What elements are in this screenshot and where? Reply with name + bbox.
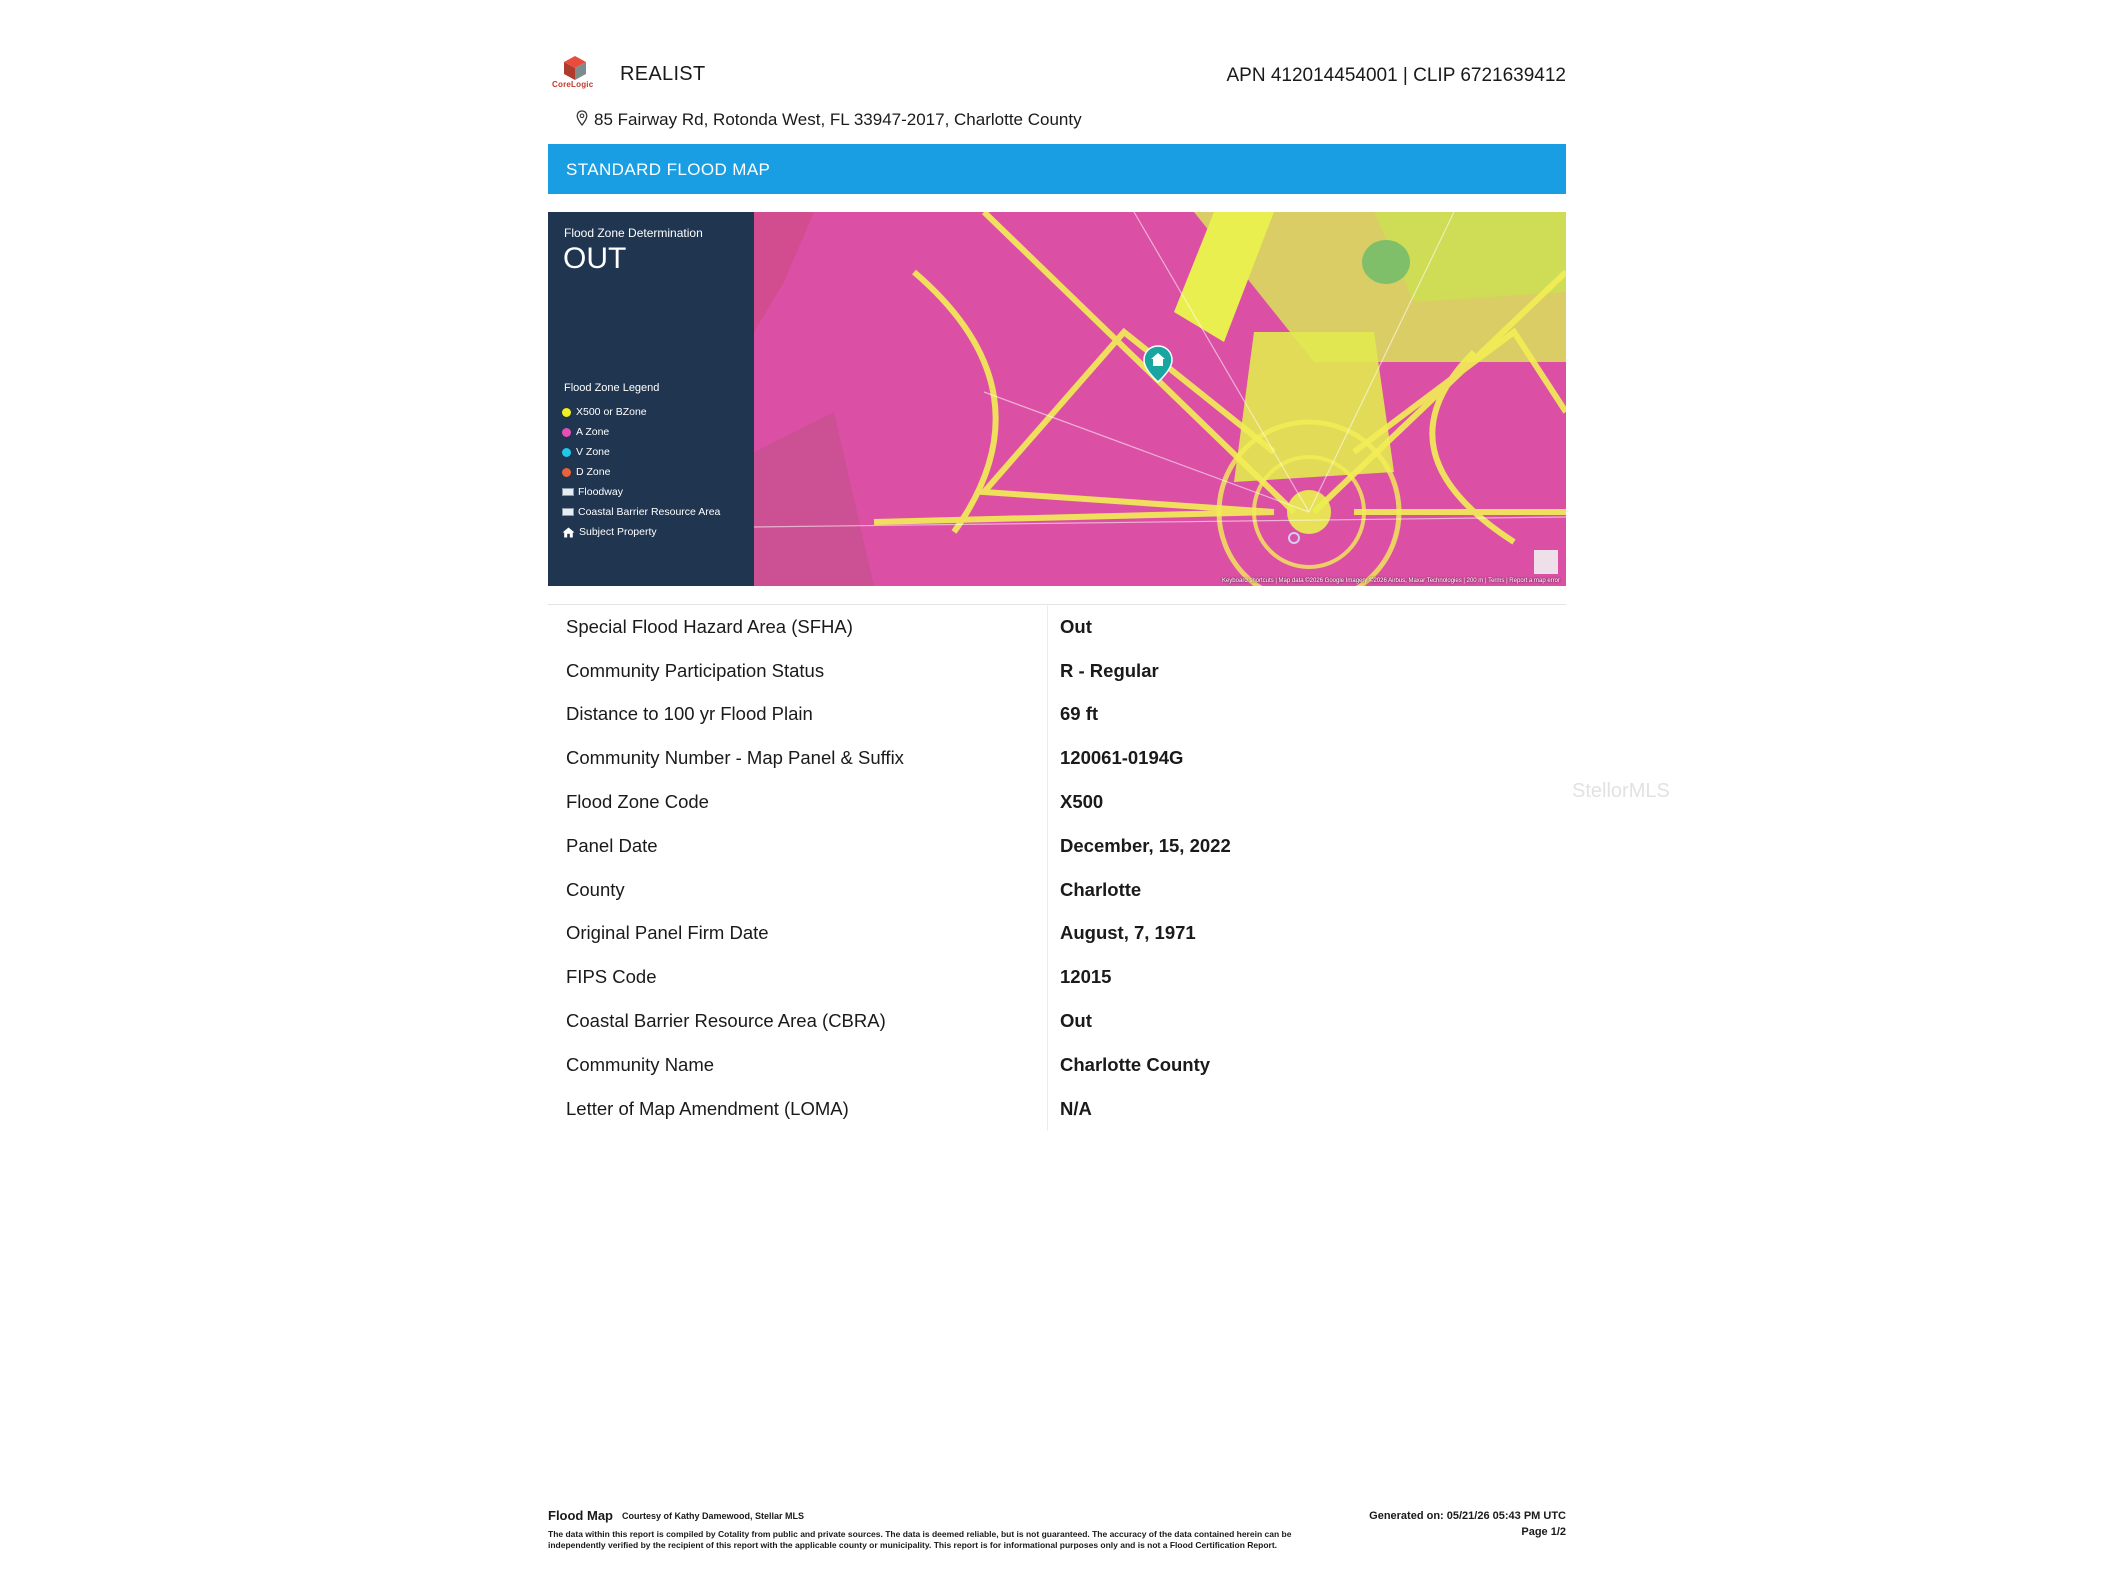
table-row <box>548 824 1566 868</box>
legend-label: V Zone <box>576 446 610 458</box>
footer-disclaimer: The data within this report is compiled by Cotality from public and private sources. The data is deemed reliable, but is not guaranteed. The accuracy of the data contained herein can be independently verified by the recipient of this report with the applicable county or municipality. This report is for informational purposes only and is not a Flood Certification Report. <box>548 1529 1292 1550</box>
orange-dot-icon <box>562 468 571 477</box>
row-label: Community Number - Map Panel & Suffix <box>548 736 1048 780</box>
flood-details-table <box>548 604 1566 1131</box>
apn-clip: APN 412014454001 | CLIP 6721639412 <box>1226 65 1566 86</box>
row-label: Community Participation Status <box>548 649 1048 693</box>
flood-zone-map-image[interactable] <box>754 212 1566 586</box>
map-side-panel <box>548 212 754 586</box>
row-label: Panel Date <box>548 824 1048 868</box>
yellow-dot-icon <box>562 408 571 417</box>
row-value: Charlotte <box>1060 878 1142 900</box>
report-header <box>548 52 1566 96</box>
flood-zone-legend <box>562 402 720 542</box>
row-value: August, 7, 1971 <box>1060 922 1196 944</box>
row-label: Special Flood Hazard Area (SFHA) <box>548 605 1048 649</box>
row-value: X500 <box>1060 791 1104 813</box>
cyan-dot-icon <box>562 448 571 457</box>
row-label: Original Panel Firm Date <box>548 912 1048 956</box>
table-row <box>548 693 1566 737</box>
table-row <box>548 780 1566 824</box>
legend-label: X500 or BZone <box>576 406 647 418</box>
location-pin-icon <box>576 110 588 126</box>
legend-title: Flood Zone Legend <box>564 382 660 394</box>
flood-zone-determination-label: Flood Zone Determination <box>564 226 703 240</box>
table-row <box>548 605 1566 649</box>
section-title: STANDARD FLOOD MAP <box>566 160 771 179</box>
row-value: 12015 <box>1060 966 1112 988</box>
legend-item <box>562 482 720 502</box>
row-value: 69 ft <box>1060 703 1099 725</box>
property-address: 85 Fairway Rd, Rotonda West, FL 33947-2017, Charlotte County <box>594 110 1082 129</box>
table-row <box>548 736 1566 780</box>
row-label: County <box>548 868 1048 912</box>
generated-timestamp: Generated on: 05/21/26 05:43 PM UTC <box>1369 1510 1566 1522</box>
legend-label: Coastal Barrier Resource Area <box>578 506 721 518</box>
row-label: Distance to 100 yr Flood Plain <box>548 693 1048 737</box>
table-row <box>548 1087 1566 1131</box>
legend-label: Subject Property <box>579 526 657 538</box>
flood-zone-determination-value: OUT <box>563 242 627 275</box>
legend-label: A Zone <box>576 426 610 438</box>
map-attribution: Keyboard shortcuts | Map data ©2026 Google Imagery ©2026 Airbus, Maxar Technologies | 200 m | Terms | Report a map error <box>1221 578 1560 584</box>
flood-map <box>548 212 1566 586</box>
legend-item <box>562 502 720 522</box>
section-banner <box>548 144 1566 194</box>
row-label: Flood Zone Code <box>548 780 1048 824</box>
address-row <box>548 104 1566 134</box>
row-value: December, 15, 2022 <box>1060 834 1231 856</box>
table-row <box>548 649 1566 693</box>
logo-text: CoreLogic <box>552 80 594 89</box>
brand-name: REALIST <box>620 63 706 85</box>
row-label: Community Name <box>548 1043 1048 1087</box>
pink-dot-icon <box>562 428 571 437</box>
floodway-swatch-icon <box>562 488 574 496</box>
row-value: Out <box>1060 615 1092 637</box>
legend-item <box>562 422 720 442</box>
legend-item <box>562 462 720 482</box>
legend-item <box>562 402 720 422</box>
row-label: Coastal Barrier Resource Area (CBRA) <box>548 999 1048 1043</box>
legend-item <box>562 442 720 462</box>
table-row <box>548 955 1566 999</box>
legend-item <box>562 522 720 542</box>
row-label: Letter of Map Amendment (LOMA) <box>548 1087 1048 1131</box>
row-label: FIPS Code <box>548 955 1048 999</box>
page-number: Page 1/2 <box>1521 1526 1566 1538</box>
row-value: Out <box>1060 1010 1092 1032</box>
cbra-swatch-icon <box>562 508 574 516</box>
footer-courtesy: Courtesy of Kathy Damewood, Stellar MLS <box>622 1511 805 1521</box>
row-value: N/A <box>1060 1097 1092 1119</box>
row-value: R - Regular <box>1060 659 1159 681</box>
table-row <box>548 1043 1566 1087</box>
row-value: Charlotte County <box>1060 1053 1211 1075</box>
table-row <box>548 868 1566 912</box>
mls-watermark: StellorMLS <box>1572 780 1670 802</box>
row-value: 120061-0194G <box>1060 747 1184 769</box>
footer-title: Flood Map <box>548 1508 613 1523</box>
report-page <box>548 52 1566 1131</box>
home-icon <box>562 527 575 538</box>
legend-label: Floodway <box>578 486 623 498</box>
legend-label: D Zone <box>576 466 611 478</box>
table-row <box>548 999 1566 1043</box>
table-row <box>548 912 1566 956</box>
